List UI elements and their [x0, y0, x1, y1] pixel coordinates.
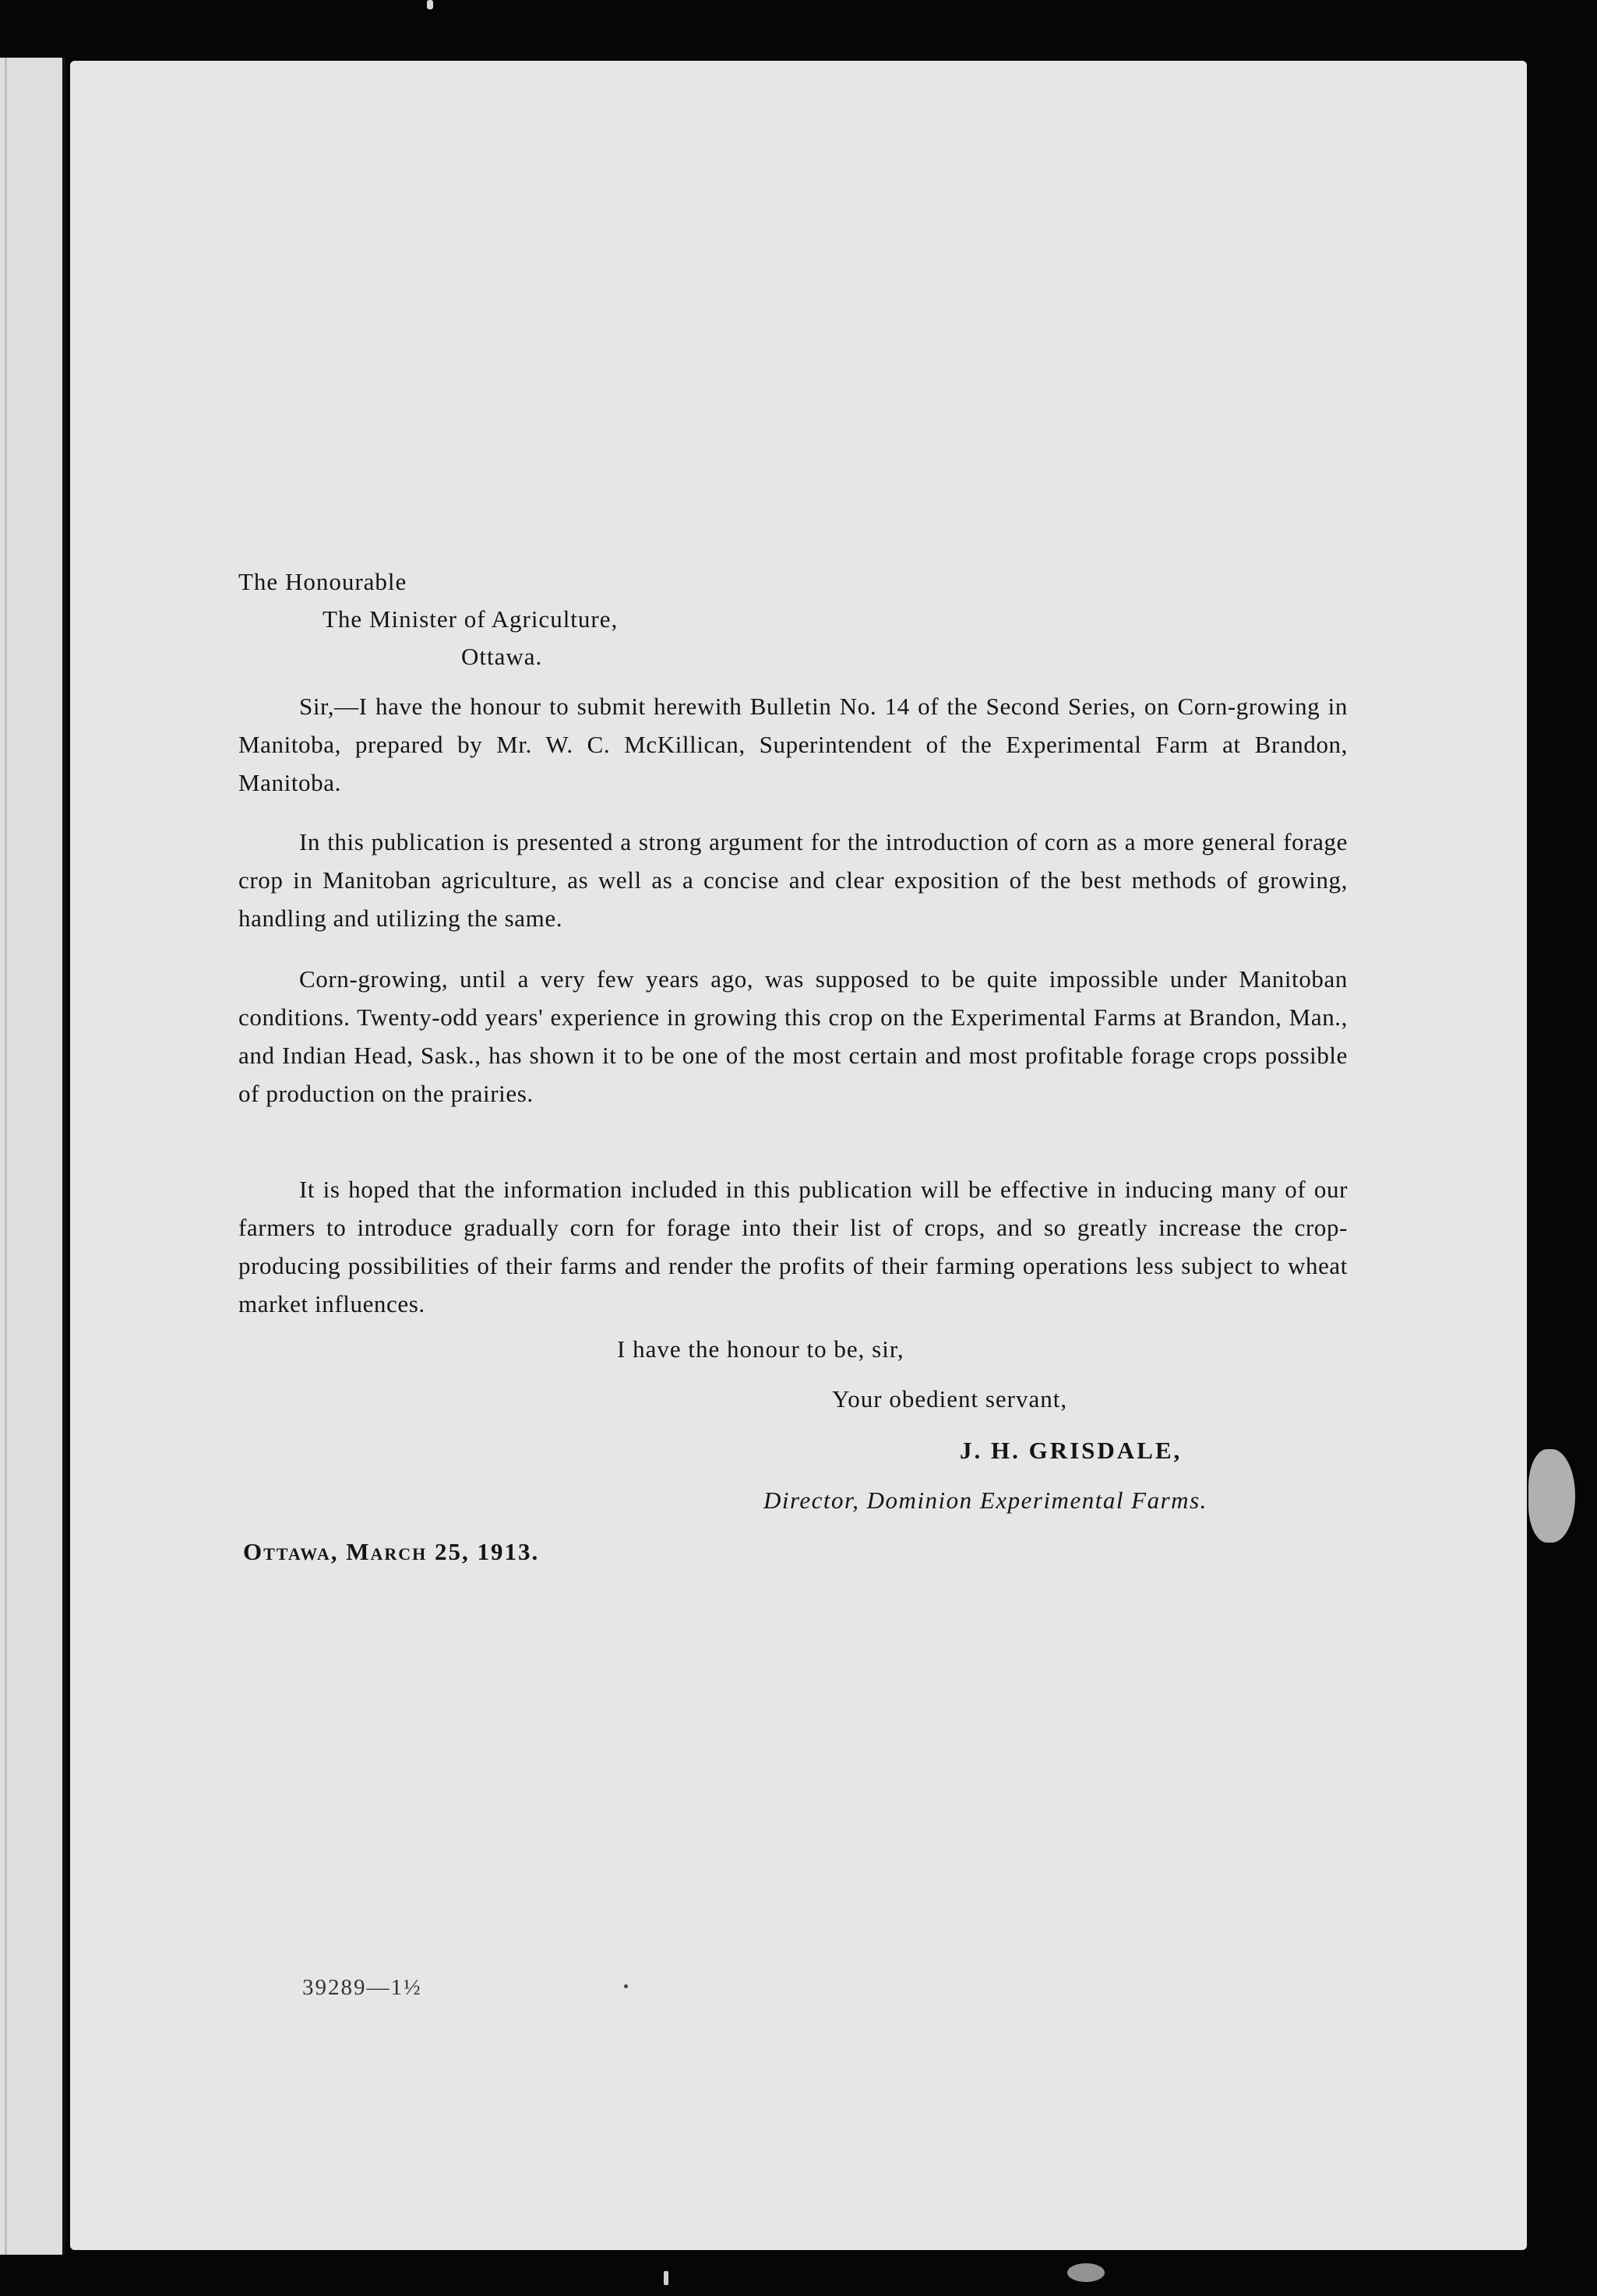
letter-closing: Your obedient servant, [832, 1385, 1068, 1413]
letter-paragraph-2: In this publication is presented a strong argument for the introduction of corn as a more general forage crop in Manitoban agriculture, as well as a concise and clear exposition of the best methods of growing, handling and utilizing the same. [238, 828, 1348, 932]
signature-name: J. H. GRISDALE, [960, 1437, 1183, 1464]
letter-paragraph-3: Corn-growing, until a very few years ago, was supposed to be quite impossible under Manitoban conditions. Twenty-odd years' experience in growing this crop on the Experimental Farms at Brandon, Man., and Indian Head, Sask., has shown it to be one of the most certain and most profitable forage crops possible of production on the prairies. [238, 965, 1348, 1107]
letter-salutation: I have the honour to be, sir, [617, 1335, 904, 1363]
place-date: Ottawa, March 25, 1913. [243, 1538, 540, 1565]
addressee-line-2: The Minister of Agriculture, [323, 605, 619, 633]
scan-artifact-dot [427, 0, 433, 9]
addressee-line-1: The Honourable [238, 568, 407, 595]
scan-mark-bottom [664, 2271, 668, 2285]
ink-speck [624, 1984, 628, 1988]
letter-paragraph-4: It is hoped that the information included in this publication will be effective in inducing many of our farmers to introduce gradually corn for forage into their list of crops, and so greatly increase the crop-producing possibilities of their farms and render the profits of their farming operations less subject to wheat market influences. [238, 1176, 1348, 1317]
scan-smudge-right [1528, 1449, 1575, 1543]
letter-paragraph-1: Sir,—I have the honour to submit herewith Bulletin No. 14 of the Second Series, on Corn-growing in Manitoba, prepared by Mr. W. C. McKillican, Superintendent of the Experimental Farm at Brandon, Manitoba. [238, 693, 1348, 796]
facing-page-edge [0, 58, 65, 2255]
addressee-line-3: Ottawa. [461, 643, 543, 670]
document-page [70, 61, 1527, 2250]
scan-smudge-bottom [1067, 2263, 1105, 2282]
page-reference-number: 39289—1½ [302, 1975, 422, 2000]
signature-title: Director, Dominion Experimental Farms. [763, 1487, 1207, 1514]
